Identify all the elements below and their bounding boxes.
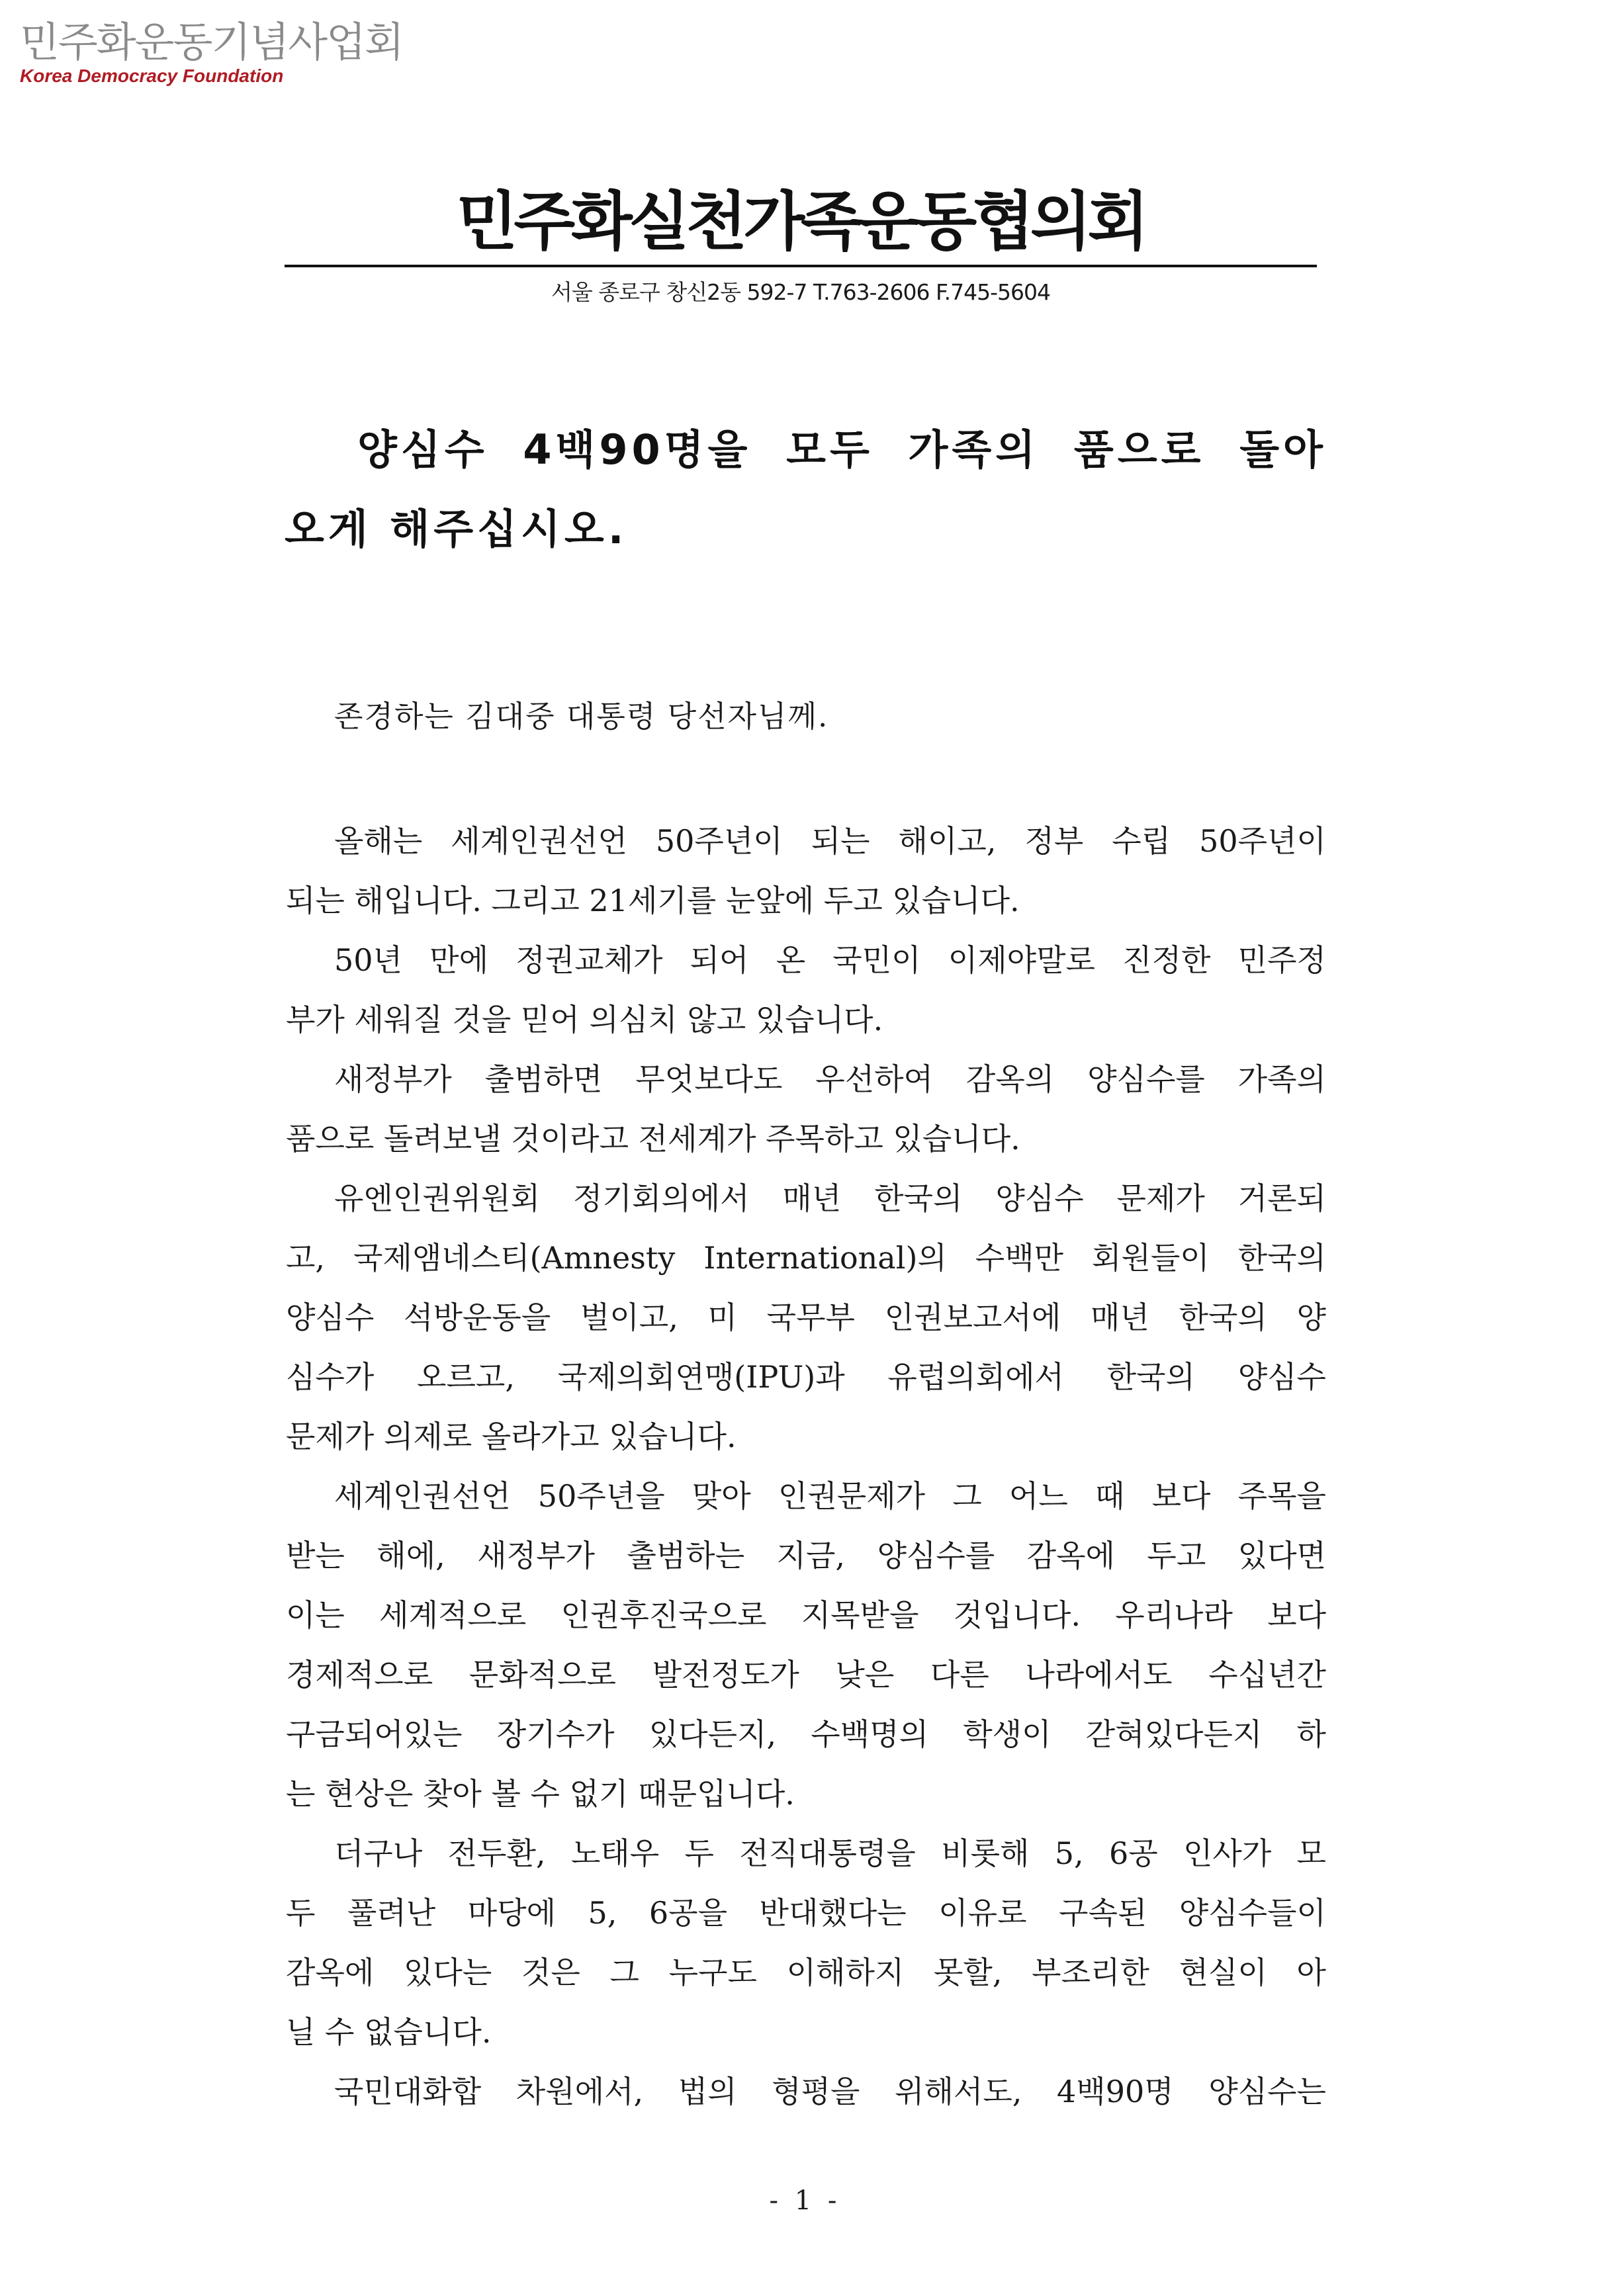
watermark-english: Korea Democracy Foundation <box>20 66 284 87</box>
body-line: 되는 해입니다. 그리고 21세기를 눈앞에 두고 있습니다. <box>286 883 1020 918</box>
organization-name: 민주화실천가족운동협의회 <box>456 185 1145 259</box>
body-line: 국민대화합 차원에서, 법의 형평을 위해서도, 4백90명 양심수는 <box>334 2074 1326 2109</box>
body-line: 구금되어있는 장기수가 있다든지, 수백명의 학생이 갇혀있다든지 하 <box>286 1716 1326 1752</box>
title-line-2: 오게 해주십시오. <box>285 505 628 553</box>
body-line: 부가 세워질 것을 믿어 의심치 않고 있습니다. <box>286 1002 883 1038</box>
body-line: 50년 만에 정권교체가 되어 온 국민이 이제야말로 진정한 민주정 <box>334 942 1326 978</box>
document-title <box>285 410 1327 569</box>
body-line: 문제가 의제로 올라가고 있습니다. <box>286 1419 737 1454</box>
body-line: 받는 해에, 새정부가 출범하는 지금, 양심수를 감옥에 두고 있다면 <box>286 1538 1326 1573</box>
title-line-1: 양심수 4백90명을 모두 가족의 품으로 돌아 <box>357 425 1327 474</box>
body-line: 고, 국제앰네스티(Amnesty International)의 수백만 회원들이 한국의 <box>286 1240 1326 1276</box>
body-line: 새정부가 출범하면 무엇보다도 우선하여 감옥의 양심수를 가족의 <box>334 1061 1326 1097</box>
body-line: 양심수 석방운동을 벌이고, 미 국무부 인권보고서에 매년 한국의 양 <box>286 1300 1326 1335</box>
watermark-logo <box>20 20 403 87</box>
body-line: 닐 수 없습니다. <box>286 2014 492 2050</box>
letter-body <box>286 811 1326 2121</box>
body-line: 감옥에 있다는 것은 그 누구도 이해하지 못할, 부조리한 현실이 아 <box>286 1955 1326 1990</box>
body-line: 심수가 오르고, 국제의회연맹(IPU)과 유럽의회에서 한국의 양심수 <box>286 1359 1326 1395</box>
body-line: 두 풀려난 마당에 5, 6공을 반대했다는 이유로 구속된 양심수들이 <box>286 1895 1326 1931</box>
letterhead <box>285 179 1317 306</box>
body-line: 는 현상은 찾아 볼 수 없기 때문입니다. <box>286 1776 795 1812</box>
body-line: 유엔인권위원회 정기회의에서 매년 한국의 양심수 문제가 거론되 <box>334 1180 1326 1216</box>
body-line: 올해는 세계인권선언 50주년이 되는 해이고, 정부 수립 50주년이 <box>334 823 1326 859</box>
body-line: 품으로 돌려보낼 것이라고 전세계가 주목하고 있습니다. <box>286 1121 1020 1157</box>
body-line: 더구나 전두환, 노태우 두 전직대통령을 비롯해 5, 6공 인사가 모 <box>334 1835 1326 1871</box>
watermark-korean: 민주화운동기념사업회 <box>20 18 403 66</box>
organization-address: 서울 종로구 창신2동 592-7 T.763-2606 F.745-5604 <box>551 279 1050 305</box>
body-line: 세계인권선언 50주년을 맞아 인권문제가 그 어느 때 보다 주목을 <box>334 1478 1326 1514</box>
body-line: 이는 세계적으로 인권후진국으로 지목받을 것입니다. 우리나라 보다 <box>286 1597 1326 1633</box>
body-line: 경제적으로 문화적으로 발전정도가 낮은 다른 나라에서도 수십년간 <box>286 1657 1326 1693</box>
salutation: 존경하는 김대중 대통령 당선자님께. <box>334 699 829 734</box>
page-number: - 1 - <box>769 2186 841 2216</box>
letterhead-divider <box>285 265 1317 267</box>
